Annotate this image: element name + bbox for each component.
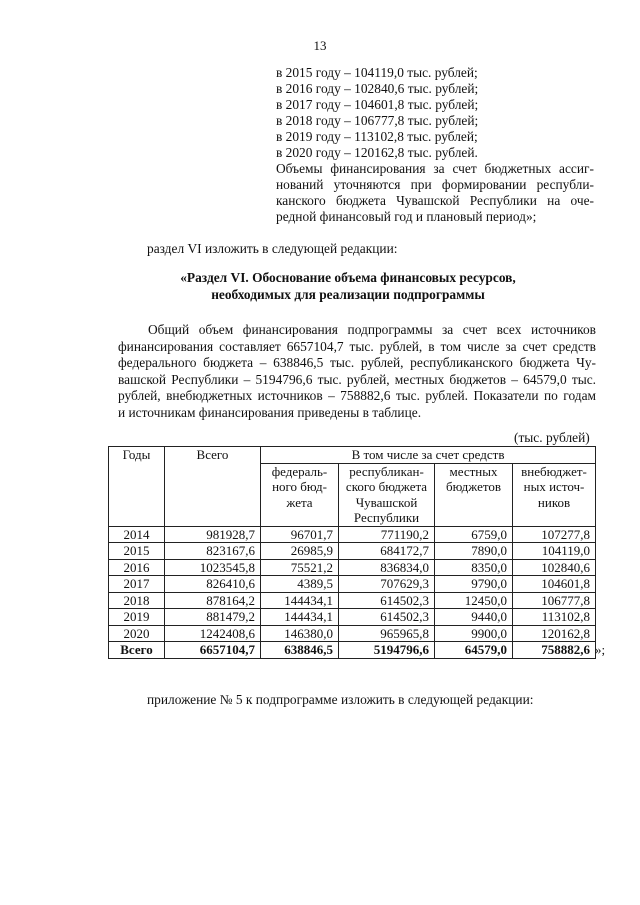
- total-cell: 6657104,7: [165, 642, 261, 659]
- cell-extra: 102840,6: [513, 559, 596, 576]
- cell-extra: 106777,8: [513, 592, 596, 609]
- total-extra-value: 758882,6: [541, 642, 591, 657]
- paragraph-line: Общий объем финансирования подпрограммы за счет всех источников: [148, 322, 596, 337]
- list-item: в 2017 году – 104601,8 тыс. рублей;: [276, 97, 479, 112]
- table-row: [109, 592, 596, 609]
- cell-federal: 4389,5: [261, 576, 339, 593]
- cell-total: 1023545,8: [165, 559, 261, 576]
- note-line: редной финансовый год и плановый период»;: [276, 209, 537, 224]
- header-total: Всего: [165, 447, 261, 527]
- paragraph-line: финансирования составляет 6657104,7 тыс. рублей, в том числе за счет средств: [118, 338, 596, 354]
- cell-total: 826410,6: [165, 576, 261, 593]
- cell-year: 2017: [109, 576, 165, 593]
- table-row: [109, 625, 596, 642]
- cell-year: 2018: [109, 592, 165, 609]
- cell-republic: 614502,3: [339, 609, 435, 626]
- cell-republic: 614502,3: [339, 592, 435, 609]
- header-local: местных бюджетов: [435, 463, 513, 526]
- header-years: Годы: [109, 447, 165, 527]
- funding-note: [276, 161, 594, 225]
- header-federal: федераль- ного бюд- жета: [261, 463, 339, 526]
- cell-republic: 965965,8: [339, 625, 435, 642]
- cell-extra: 120162,8: [513, 625, 596, 642]
- cell-local: 9900,0: [435, 625, 513, 642]
- table-row: [109, 559, 596, 576]
- heading-line-1: «Раздел VI. Обоснование объема финансовых ресурсов,: [180, 270, 516, 285]
- cell-federal: 146380,0: [261, 625, 339, 642]
- paragraph-line: рублей, внебюджетных источников – 758882,6 тыс. рублей. Показатели по годам: [118, 388, 596, 404]
- cell-republic: 684172,7: [339, 543, 435, 560]
- table-row: [109, 609, 596, 626]
- list-item: в 2019 году – 113102,8 тыс. рублей;: [276, 129, 478, 144]
- cell-extra: 104601,8: [513, 576, 596, 593]
- cell-total: 981928,7: [165, 526, 261, 543]
- table-row: [109, 576, 596, 593]
- note-line: Объемы финансирования за счет бюджетных ассиг-: [276, 161, 594, 176]
- total-cell: 64579,0: [435, 642, 513, 659]
- cell-extra: 113102,8: [513, 609, 596, 626]
- paragraph-line: и источникам финансирования приведены в таблице.: [118, 404, 422, 420]
- note-line: нований уточняются при формировании республи-: [276, 177, 594, 192]
- cell-local: 9440,0: [435, 609, 513, 626]
- table-row: [109, 526, 596, 543]
- cell-federal: 26985,9: [261, 543, 339, 560]
- cell-republic: 707629,3: [339, 576, 435, 593]
- list-item: в 2015 году – 104119,0 тыс. рублей;: [276, 65, 478, 80]
- cell-year: 2019: [109, 609, 165, 626]
- list-item: в 2020 году – 120162,8 тыс. рублей.: [276, 145, 478, 160]
- cell-federal: 144434,1: [261, 609, 339, 626]
- total-cell: 638846,5: [261, 642, 339, 659]
- cell-republic: 836834,0: [339, 559, 435, 576]
- cell-extra: 107277,8: [513, 526, 596, 543]
- cell-year: 2014: [109, 526, 165, 543]
- heading-line-2: необходимых для реализации подпрограммы: [211, 287, 485, 302]
- cell-local: 7890,0: [435, 543, 513, 560]
- cell-local: 12450,0: [435, 592, 513, 609]
- cell-local: 8350,0: [435, 559, 513, 576]
- paragraph-line: вашской Республики – 5194796,6 тыс. рублей, местных бюджетов – 64579,0 тыс.: [118, 371, 596, 387]
- financing-table: [108, 446, 606, 659]
- header-republic: республикан- ского бюджета Чувашской Республики: [339, 463, 435, 526]
- cell-federal: 96701,7: [261, 526, 339, 543]
- funding-paragraph: [118, 322, 596, 422]
- cell-local: 9790,0: [435, 576, 513, 593]
- intro-text: раздел VI изложить в следующей редакции:: [147, 241, 398, 256]
- header-group: В том числе за счет средств: [261, 447, 596, 464]
- paragraph-line: федерального бюджета – 638846,5 тыс. рублей, республиканского бюджета Чу-: [118, 355, 596, 371]
- list-item: в 2016 году – 102840,6 тыс. рублей;: [276, 81, 479, 96]
- list-item: в 2018 году – 106777,8 тыс. рублей;: [276, 113, 479, 128]
- table-header-row: [109, 447, 596, 464]
- cell-total: 878164,2: [165, 592, 261, 609]
- cell-extra: 104119,0: [513, 543, 596, 560]
- cell-total: 823167,6: [165, 543, 261, 560]
- table-total-row: [109, 642, 596, 659]
- cell-republic: 771190,2: [339, 526, 435, 543]
- cell-year: 2015: [109, 543, 165, 560]
- section-heading: [140, 269, 556, 303]
- table-row: [109, 543, 596, 560]
- header-extra: внебюджет- ных источ- ников: [513, 463, 596, 526]
- total-row-suffix: »;: [595, 642, 606, 657]
- years-funding-list: [276, 65, 596, 161]
- cell-year: 2020: [109, 625, 165, 642]
- unit-label: (тыс. рублей): [514, 430, 590, 445]
- page-number: 13: [313, 38, 327, 53]
- total-label: Всего: [109, 642, 165, 659]
- cell-total: 881479,2: [165, 609, 261, 626]
- cell-local: 6759,0: [435, 526, 513, 543]
- closing-text: приложение № 5 к подпрограмме изложить в следующей редакции:: [147, 692, 534, 707]
- note-line: канского бюджета Чувашской Республики на оче-: [276, 193, 594, 208]
- total-cell: [513, 642, 606, 659]
- cell-total: 1242408,6: [165, 625, 261, 642]
- cell-federal: 75521,2: [261, 559, 339, 576]
- cell-year: 2016: [109, 559, 165, 576]
- cell-federal: 144434,1: [261, 592, 339, 609]
- total-cell: 5194796,6: [339, 642, 435, 659]
